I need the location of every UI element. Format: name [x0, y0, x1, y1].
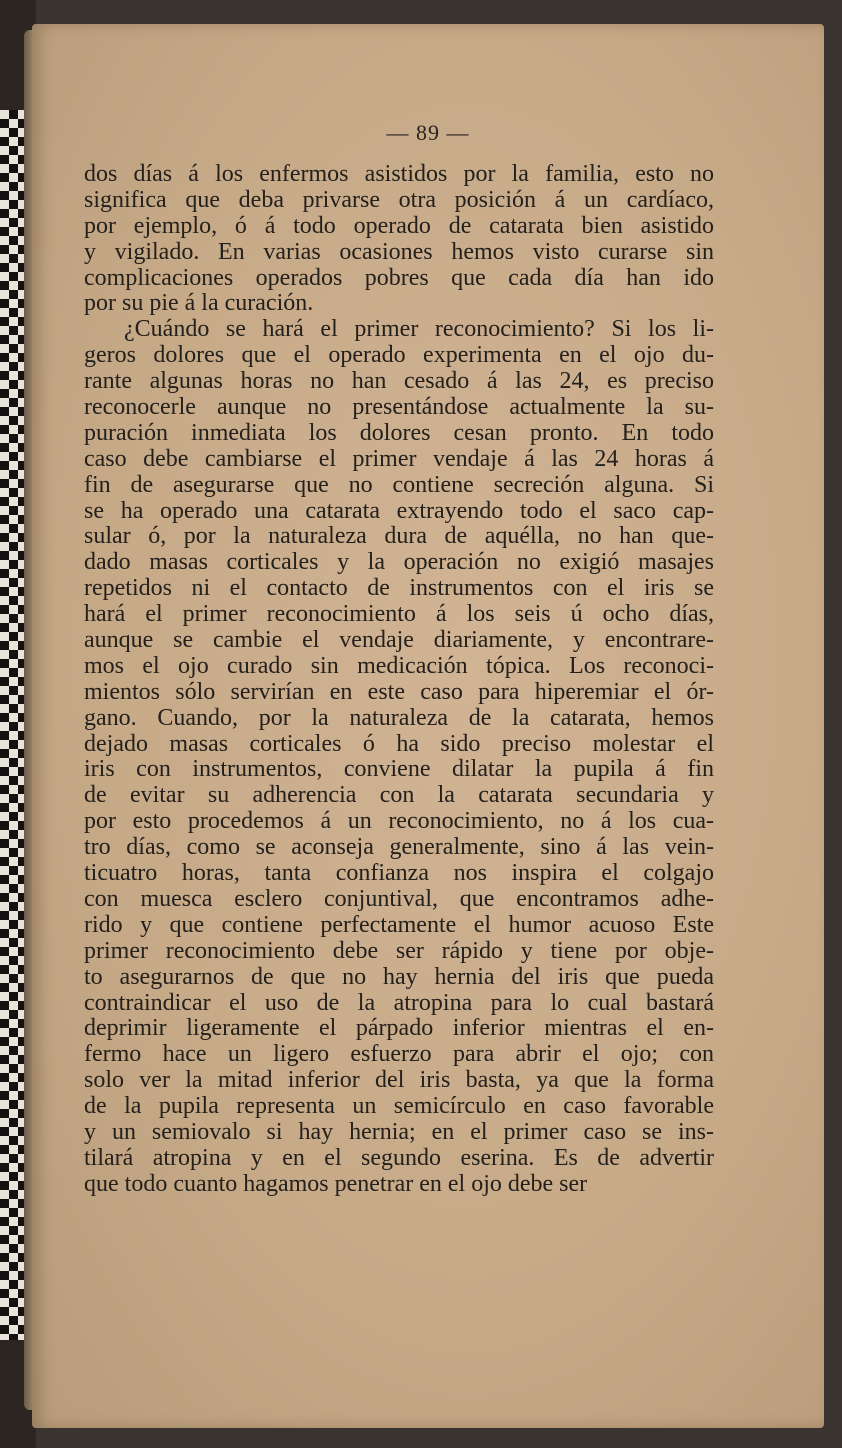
text-line: que todo cuanto hagamos penetrar en el ojo debe ser: [84, 1171, 588, 1197]
page-number: — 89 —: [386, 120, 470, 145]
text-line: tro días, como se aconseja generalmente, sino á las vein-: [84, 835, 714, 861]
text-line: hará el primer reconocimiento á los seis ú ocho días,: [84, 602, 714, 628]
text-line: significa que deba privarse otra posición á un cardíaco,: [84, 187, 714, 213]
text-line: aunque se cambie el vendaje diariamente, y encontrare-: [84, 628, 714, 654]
text-line: ticuatro horas, tanta confianza nos inspira el colgajo: [84, 861, 714, 887]
text-line: gano. Cuando, por la naturaleza de la catarata, hemos: [84, 705, 714, 731]
text-line: complicaciones operados pobres que cada día han ido: [84, 265, 714, 291]
text-line: y un semiovalo si hay hernia; en el primer caso se ins-: [84, 1119, 714, 1145]
text-line: y vigilado. En varias ocasiones hemos visto curarse sin: [84, 239, 714, 265]
text-line: con muesca esclero conjuntival, que encontramos adhe-: [84, 886, 714, 912]
text-line: mientos sólo servirían en este caso para hiperemiar el ór-: [84, 679, 714, 705]
text-line: por ejemplo, ó á todo operado de catarata bien asistido: [84, 213, 714, 239]
text-line: to asegurarnos de que no hay hernia del iris que pueda: [84, 964, 714, 990]
text-line: fin de asegurarse que no contiene secreción alguna. Si: [84, 472, 714, 498]
page-text-body: [84, 162, 714, 1198]
text-line: se ha operado una catarata extrayendo todo el saco cap-: [84, 498, 714, 524]
text-line: de la pupila representa un semicírculo en caso favorable: [84, 1094, 714, 1120]
text-line: puración inmediata los dolores cesan pronto. En todo: [84, 420, 714, 446]
text-line: tilará atropina y en el segundo eserina. Es de advertir: [84, 1145, 714, 1171]
text-line: dado masas corticales y la operación no exigió masajes: [84, 550, 714, 576]
text-line: primer reconocimiento debe ser rápido y tiene por obje-: [84, 938, 714, 964]
text-line: contraindicar el uso de la atropina para lo cual bastará: [84, 990, 714, 1016]
text-line: geros dolores que el operado experimenta en el ojo du-: [84, 343, 714, 369]
text-line: iris con instrumentos, conviene dilatar la pupila á fin: [84, 757, 714, 783]
book-page: [32, 24, 824, 1428]
text-line: fermo hace un ligero esfuerzo para abrir el ojo; con: [84, 1042, 714, 1068]
text-line: repetidos ni el contacto de instrumentos con el iris se: [84, 576, 714, 602]
text-line: ¿Cuándo se hará el primer reconocimiento? Si los li-: [124, 317, 714, 343]
text-line: por su pie á la curación.: [84, 291, 314, 317]
text-line: de evitar su adherencia con la catarata secundaria y: [84, 783, 714, 809]
text-line: rante algunas horas no han cesado á las 24, es preciso: [84, 369, 714, 395]
text-line: dejado masas corticales ó ha sido preciso molestar el: [84, 731, 714, 757]
text-line: sular ó, por la naturaleza dura de aquélla, no han que-: [84, 524, 714, 550]
text-line: caso debe cambiarse el primer vendaje á las 24 horas á: [84, 446, 714, 472]
text-line: por esto procedemos á un reconocimiento, no á los cua-: [84, 809, 714, 835]
text-line: mos el ojo curado sin medicación tópica. Los reconoci-: [84, 653, 714, 679]
text-line: reconocerle aunque no presentándose actualmente la su-: [84, 395, 714, 421]
text-line: deprimir ligeramente el párpado inferior mientras el en-: [84, 1016, 714, 1042]
text-line: rido y que contiene perfectamente el humor acuoso Este: [84, 912, 714, 938]
text-line: solo ver la mitad inferior del iris basta, ya que la forma: [84, 1068, 714, 1094]
text-line: dos días á los enfermos asistidos por la familia, esto no: [84, 162, 714, 187]
